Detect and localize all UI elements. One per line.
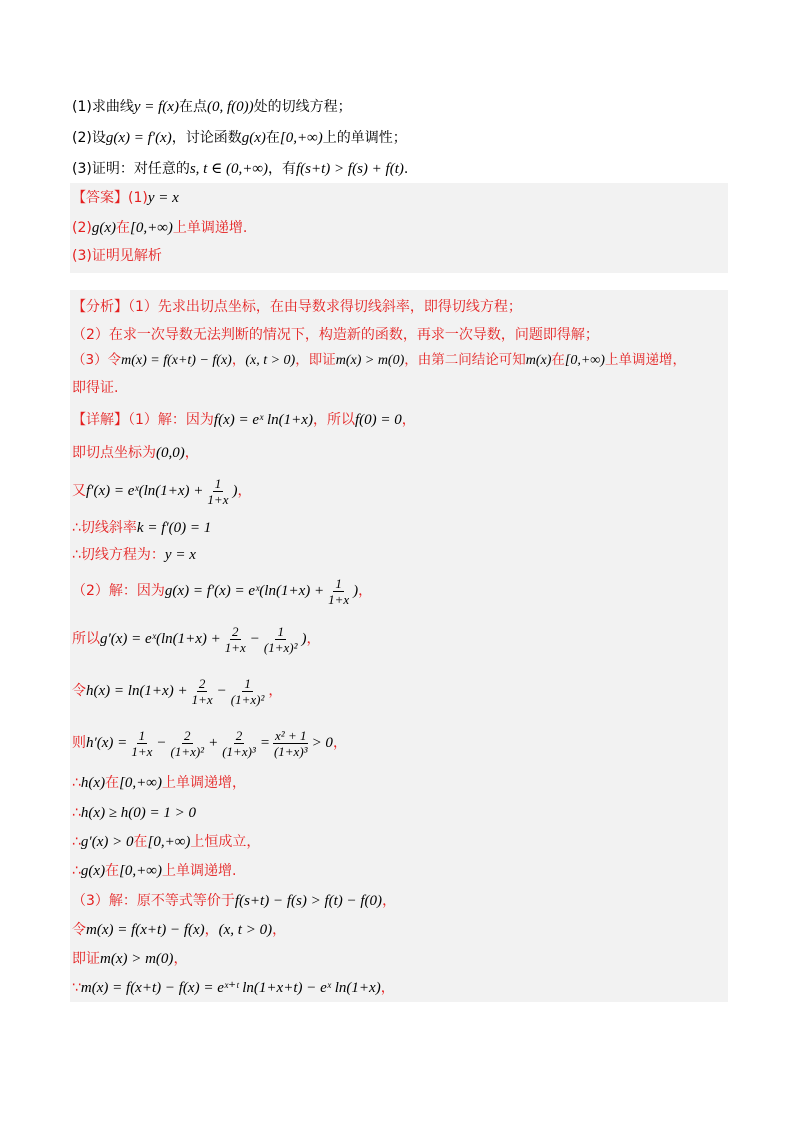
detail-line-4	[72, 518, 211, 538]
d6-frac-num: 1	[335, 575, 342, 591]
d12-b: 在	[133, 834, 148, 850]
detail-line-1	[72, 410, 416, 430]
answer-line-1	[72, 188, 179, 208]
d17-a: ∵	[72, 980, 81, 996]
d9-fraction-4	[272, 728, 310, 759]
a2-end: 上单调递增.	[172, 220, 248, 236]
detail-line-16	[72, 949, 187, 969]
analysis-l3-c: ，即证	[295, 352, 336, 368]
detail-line-3	[72, 474, 251, 508]
analysis-line-2	[72, 325, 599, 345]
a1-label: (1)	[128, 190, 148, 206]
d9-math-5: > 0	[311, 735, 333, 751]
d15-math-2: (x, t > 0)	[218, 922, 273, 938]
q2-label: (2)设	[72, 130, 106, 146]
d17-b: ，	[380, 980, 395, 996]
answer-line-3	[72, 246, 162, 266]
d1-math-1: f(x) = eˣ ln(1+x)	[213, 412, 313, 428]
d9-frac3-den: (1+x)³	[222, 743, 256, 759]
d5-a: ∴切线方程为：	[72, 547, 165, 563]
d2-b: ，	[184, 445, 199, 461]
d9-math-3: +	[208, 735, 219, 751]
question-2	[72, 128, 407, 148]
d17-math: m(x) = f(x+t) − f(x) = eˣ⁺ᵗ ln(1+x+t) − eˣ ln(1+x)	[80, 980, 381, 996]
d3-math: f′(x) = eˣ(ln(1+x) +	[86, 483, 204, 499]
detail-line-5	[72, 545, 196, 565]
d15-c: ，	[272, 922, 287, 938]
d15-math-1: m(x) = f(x+t) − f(x)	[86, 922, 205, 938]
d13-math-2: [0,+∞)	[119, 863, 162, 879]
d8-frac2-den: (1+x)²	[230, 691, 265, 707]
d12-math-2: [0,+∞)	[147, 834, 191, 850]
d7-frac2-num: 1	[277, 623, 284, 639]
d7-frac1-den: 1+x	[224, 639, 246, 655]
d9-fraction-2	[168, 728, 206, 759]
q2-mid-1: ，讨论函数	[171, 130, 242, 146]
d9-math-4: =	[259, 735, 270, 751]
analysis-l3-e: 在	[551, 352, 565, 368]
q3-end: .	[403, 161, 409, 177]
d3-fraction	[205, 476, 230, 507]
d1-a: （1）解：因为	[128, 412, 214, 428]
d9-math: h′(x) =	[86, 735, 128, 751]
analysis-l1: （1）先求出切点坐标，在由导数求得切线斜率，即得切线方程；	[128, 299, 522, 315]
d6-math-2: )	[353, 583, 359, 599]
detail-line-9	[72, 726, 347, 760]
detail-line-8	[72, 674, 282, 708]
analysis-l3-math-3: m(x) > m(0)	[335, 353, 405, 368]
analysis-l3-math-4: m(x)	[525, 353, 552, 368]
d7-math-3: )	[301, 631, 307, 647]
q3-label: (3)证明：对任意的	[72, 161, 190, 177]
d13-b: 在	[105, 863, 120, 879]
d3-b: ，	[237, 483, 252, 499]
q1-mid: 在点	[178, 99, 207, 115]
detail-line-17	[72, 978, 395, 998]
analysis-title: 【分析】	[72, 299, 128, 315]
d7-a: 所以	[72, 631, 100, 647]
d12-math-1: g′(x) > 0	[80, 834, 134, 850]
d6-frac-den: 1+x	[328, 591, 350, 607]
detail-line-15	[72, 920, 286, 940]
detail-line-11	[72, 803, 196, 823]
analysis-l3-math-5: [0,+∞)	[564, 353, 605, 368]
d7-frac2-den: (1+x)²	[263, 639, 298, 655]
d7-fraction-2	[262, 624, 300, 655]
d3-frac-num: 1	[214, 475, 222, 491]
d2-a: 即切点坐标为	[72, 445, 156, 461]
d1-b: ，所以	[312, 412, 355, 428]
d9-math-2: −	[156, 735, 167, 751]
d12-c: 上恒成立，	[190, 834, 261, 850]
d4-math: k = f′(0) = 1	[136, 520, 212, 536]
d10-c: 上单调递增，	[161, 775, 246, 791]
d9-a: 则	[72, 735, 86, 751]
analysis-l3-math-1: m(x) = f(x+t) − f(x)	[121, 353, 232, 368]
d16-a: 即证	[72, 951, 100, 967]
d8-fraction-1	[190, 676, 215, 707]
d12-a: ∴	[72, 834, 81, 850]
d9-frac4-den: (1+x)³	[273, 743, 308, 759]
q1-math-2: (0, f(0))	[206, 99, 254, 115]
d16-math: m(x) > m(0)	[100, 951, 174, 967]
a2-math-2: [0,+∞)	[130, 220, 173, 236]
detail-line-14	[72, 891, 396, 911]
analysis-line-1	[72, 297, 522, 317]
analysis-line-4	[72, 378, 118, 398]
d9-frac3-num: 2	[235, 727, 243, 743]
d9-fraction-3	[220, 728, 258, 759]
d7-math: g′(x) = eˣ(ln(1+x) +	[100, 631, 221, 647]
d7-frac1-num: 2	[232, 623, 239, 639]
d6-math: g(x) = f′(x) = eˣ(ln(1+x) +	[164, 583, 325, 599]
analysis-l3-f: 上单调递增，	[604, 352, 686, 368]
a1-math: y = x	[147, 190, 179, 206]
analysis-l3-d: ，由第二问结论可知	[404, 352, 526, 368]
d8-math: h(x) = ln(1+x) +	[86, 683, 188, 699]
analysis-l2: （2）在求一次导数无法判断的情况下，构造新的函数，再求一次导数，问题即得解；	[72, 327, 599, 343]
detail-line-7	[72, 622, 321, 656]
d13-math-1: g(x)	[80, 863, 106, 879]
d14-a: （3）解：原不等式等价于	[72, 893, 235, 909]
d8-frac1-num: 2	[198, 675, 206, 691]
answer-title: 【答案】	[72, 190, 128, 206]
d1-math-2: f(0) = 0	[354, 412, 402, 428]
a2-mid: 在	[116, 220, 130, 236]
question-3	[72, 159, 408, 179]
d9-frac4-num: x² + 1	[275, 727, 307, 743]
d9-frac2-num: 2	[184, 727, 191, 743]
d8-frac1-den: 1+x	[191, 691, 213, 707]
q3-math-1: s, t ∈ (0,+∞)	[189, 161, 269, 177]
d8-a: 令	[72, 683, 86, 699]
analysis-l4: 即得证.	[72, 380, 119, 396]
d6-b: ，	[358, 583, 373, 599]
question-1	[72, 97, 352, 117]
d13-a: ∴	[72, 863, 81, 879]
q2-math-1: g(x) = f′(x)	[105, 130, 172, 146]
d9-frac1-den: 1+x	[131, 743, 153, 759]
d14-math: f(s+t) − f(s) > f(t) − f(0)	[234, 893, 383, 909]
d10-b: 在	[105, 775, 120, 791]
d6-fraction	[326, 576, 351, 607]
detail-title: 【详解】	[72, 412, 128, 428]
detail-line-6	[72, 574, 372, 608]
d7-fraction-1	[223, 624, 248, 655]
d9-b: ，	[332, 735, 347, 751]
d9-frac1-num: 1	[138, 727, 146, 743]
d6-a: （2）解：因为	[72, 583, 165, 599]
detail-line-12	[72, 832, 260, 852]
q1-end: 处的切线方程；	[253, 99, 352, 115]
analysis-line-3	[72, 350, 686, 371]
d3-a: 又	[72, 483, 86, 499]
q2-end: 上的单调性；	[322, 130, 407, 146]
a3-text: (3)证明见解析	[72, 248, 162, 264]
a2-label: (2)	[72, 220, 92, 236]
answer-line-2	[72, 218, 247, 238]
d10-a: ∴	[72, 775, 81, 791]
q2-math-2: g(x)	[241, 130, 266, 146]
analysis-l3-math-2: (x, t > 0)	[245, 353, 296, 368]
d1-c: ，	[401, 412, 416, 428]
d9-fraction-1	[129, 728, 154, 759]
q3-math-2: f(s+t) > f(s) + f(t)	[296, 161, 404, 177]
d7-b: ，	[306, 631, 321, 647]
a2-math-1: g(x)	[91, 220, 116, 236]
d8-math-2: −	[216, 683, 227, 699]
d5-math: y = x	[164, 547, 196, 563]
detail-line-10	[72, 773, 246, 793]
d3-math-2: )	[232, 483, 238, 499]
d3-frac-den: 1+x	[207, 491, 229, 507]
d8-b: ，	[268, 683, 283, 699]
d7-math-2: −	[249, 631, 260, 647]
d14-b: ，	[382, 893, 397, 909]
analysis-l3-a: （3）令	[72, 352, 122, 368]
detail-line-2	[72, 443, 199, 463]
d9-frac2-den: (1+x)²	[170, 743, 205, 759]
q1-math-1: y = f(x)	[133, 99, 179, 115]
d13-c: 上单调递增.	[161, 863, 237, 879]
d4-a: ∴切线斜率	[72, 520, 137, 536]
d10-math-1: h(x)	[80, 775, 106, 791]
d10-math-2: [0,+∞)	[119, 775, 162, 791]
d15-a: 令	[72, 922, 86, 938]
d16-b: ，	[173, 951, 188, 967]
q2-math-3: [0,+∞)	[279, 130, 323, 146]
q3-mid: ，有	[268, 161, 297, 177]
d8-frac2-num: 1	[244, 675, 251, 691]
d11-a: ∴	[72, 805, 81, 821]
detail-line-13	[72, 861, 236, 881]
d11-math: h(x) ≥ h(0) = 1 > 0	[80, 805, 197, 821]
analysis-l3-b: ，	[231, 352, 246, 368]
d8-fraction-2	[229, 676, 267, 707]
d2-math: (0,0)	[156, 445, 185, 461]
q1-label: (1)求曲线	[72, 99, 134, 115]
q2-mid-2: 在	[265, 130, 280, 146]
d15-b: ，	[204, 922, 219, 938]
